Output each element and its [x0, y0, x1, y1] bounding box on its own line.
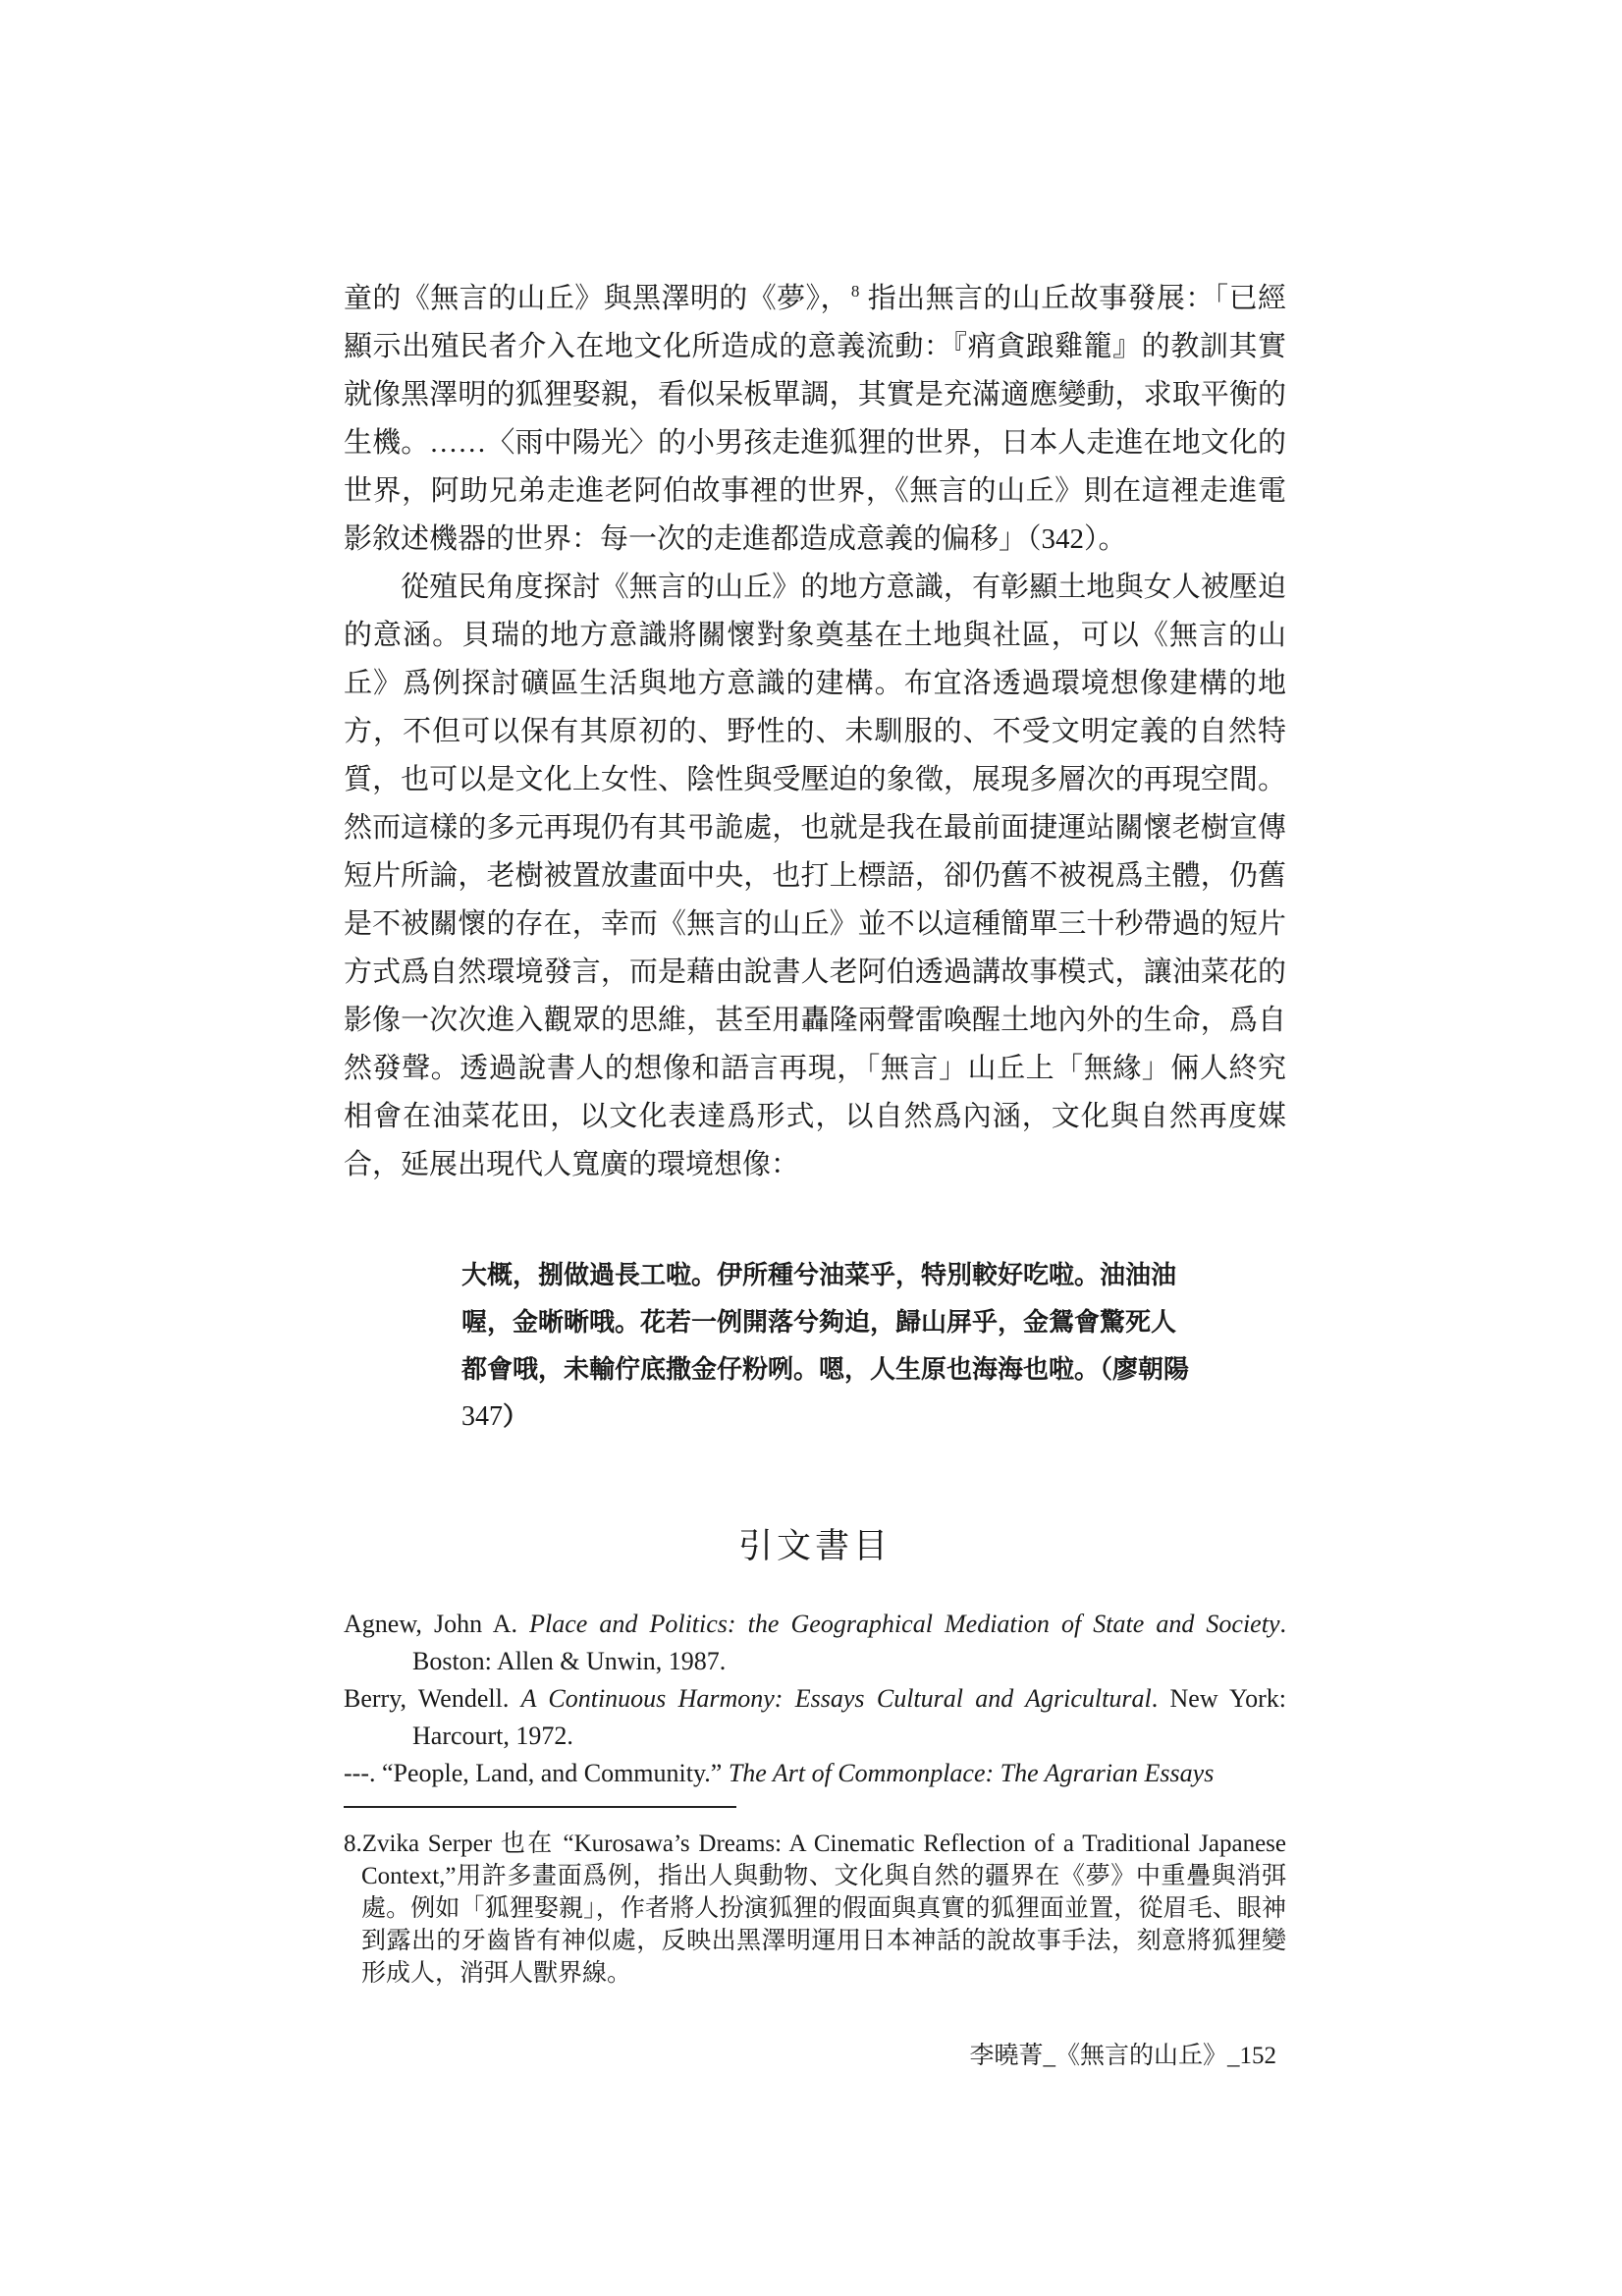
entry-publication: . New York: Harcourt, 1972.	[412, 1684, 1287, 1750]
entry-title: Place and Politics: the Geographical Mediation of State and Society	[529, 1610, 1280, 1638]
block-quote-text: 大概，捌做過長工啦。伊所種兮油菜乎，特別較好吃啦。油油油喔，金晰晰哦。花若一例開落兮夠迫，歸山屏乎，金鴛會驚死人都會哦，未輸佇底撒金仔粉咧。嗯，人生原也海海也啦。（廖朝陽	[461, 1261, 1190, 1385]
works-cited-heading: 引文書目	[737, 1527, 892, 1565]
block-quote-close: ）	[503, 1402, 529, 1432]
paragraph-1-lead: 童的《無言的山丘》與黑澤明的《夢》，	[344, 283, 849, 314]
body-paragraph-1	[344, 275, 1286, 564]
paper-page	[344, 275, 1286, 1990]
bibliography	[344, 1606, 1286, 1792]
block-quote-page: 347	[461, 1401, 503, 1432]
entry-publication: . Boston: Allen & Unwin, 1987.	[412, 1610, 1286, 1675]
footnote-reference-8[interactable]: 8	[850, 282, 860, 301]
entry-author: Berry, Wendell.	[344, 1684, 521, 1713]
paragraph-1-text: 指出無言的山丘故事發展：「已經顯示出殖民者介入在地文化所造成的意義流動：『痟貪踉雞籠』的教訓其實就像黑澤明的狐狸娶親，看似呆板單調，其實是充滿適應變動，求取平衡的生機。……〈雨中陽光〉的小男孩走進狐狸的世界，日本人走進在地文化的世界，阿助兄弟走進老阿伯故事裡的世界，《無言的山丘》則在這裡走進電影敘述機器的世界：每一次的走進都造成意義的偏移」（342）。	[344, 283, 1286, 555]
bibliography-entry	[344, 1606, 1286, 1680]
entry-title: A Continuous Harmony: Essays Cultural and Agricultural	[520, 1684, 1152, 1713]
footnote-divider	[344, 1806, 736, 1808]
entry-author: Agnew, John A.	[344, 1610, 530, 1638]
bibliography-entry	[344, 1755, 1286, 1792]
block-quote	[461, 1252, 1200, 1441]
page-footer: 李曉菁_《無言的山丘》_152	[969, 2043, 1276, 2069]
entry-title: The Art of Commonplace: The Agrarian Essays	[728, 1759, 1215, 1787]
footnote-8: 8.Zvika Serper 也在 “Kurosawa’s Dreams: A Cinematic Reflection of a Traditional Japanese Context,”用許多畫面爲例，指出人與動物、文化與自然的疆界在《夢》中重疊與消弭處。例如「狐狸娶親」，作者將人扮演狐狸的假面與真實的狐狸面並置，從眉毛、眼神到露出的牙齒皆有神似處，反映出黑澤明運用日本神話的說故事手法，刻意將狐狸變形成人，消弭人獸界線。	[344, 1831, 1286, 1987]
bibliography-entry	[344, 1680, 1286, 1755]
body-paragraph-2: 從殖民角度探討《無言的山丘》的地方意識，有彰顯土地與女人被壓迫的意涵。貝瑞的地方意識將關懷對象奠基在土地與社區，可以《無言的山丘》爲例探討礦區生活與地方意識的建構。布宜洛透過環境想像建構的地方，不但可以保有其原初的、野性的、未馴服的、不受文明定義的自然特質，也可以是文化上女性、陰性與受壓迫的象徵，展現多層次的再現空間。然而這樣的多元再現仍有其弔詭處，也就是我在最前面捷運站關懷老樹宣傳短片所論，老樹被置放畫面中央，也打上標語，卻仍舊不被視爲主體，仍舊是不被關懷的存在，幸而《無言的山丘》並不以這種簡單三十秒帶過的短片方式爲自然環境發言，而是藉由說書人老阿伯透過講故事模式，讓油菜花的影像一次次進入觀眾的思維，甚至用轟隆兩聲雷喚醒土地內外的生命，爲自然發聲。透過說書人的想像和語言再現，「無言」山丘上「無緣」倆人終究相會在油菜花田，以文化表達爲形式，以自然爲內涵，文化與自然再度媒合，延展出現代人寬廣的環境想像：	[344, 572, 1286, 1180]
entry-author: ---. “People, Land, and Community.”	[344, 1759, 729, 1787]
